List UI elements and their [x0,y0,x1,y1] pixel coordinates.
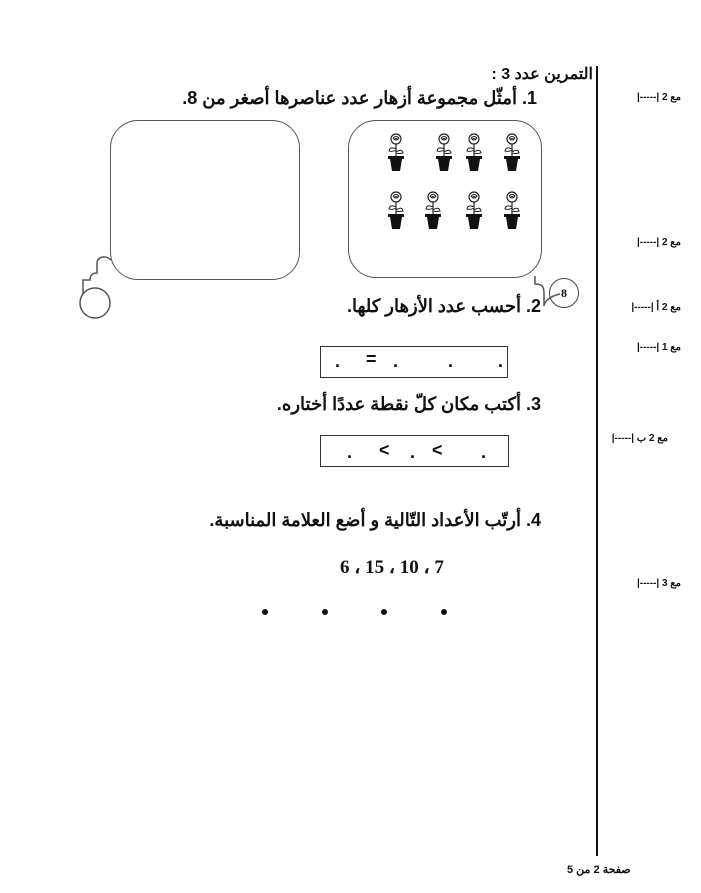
flower-pot-icon [463,133,485,173]
q3-answer-box[interactable] [320,435,509,467]
answer-bubble[interactable] [110,120,300,280]
question-3: 3. أكتب مكان كلّ نقطة عددًا أختاره. [276,394,541,414]
score-note: مع 2 أ |-----| [631,302,681,313]
score-note: مع 3 |-----| [636,578,681,589]
q3-cell[interactable]: . [481,442,487,462]
flower-pot-icon [463,191,485,231]
q4-answer-dot[interactable] [322,609,328,615]
page-number: صفحة 2 من 5 [567,864,631,876]
q2-cell[interactable]: . [498,351,504,371]
q2-cell[interactable]: . [335,351,341,371]
q4-answer-dot[interactable] [441,609,447,615]
q4-answer-dot[interactable] [381,609,387,615]
question-1: 1. أمثّل مجموعة أزهار عدد عناصرها أصغر من 8. [182,88,537,108]
score-note: مع 1 |-----| [636,342,681,353]
flower-pot-icon [501,133,523,173]
exercise-title: التمرين عدد 3 : [491,66,593,83]
bubble-tail [78,250,123,325]
margin-divider [596,66,598,856]
q2-equals: = [366,349,377,369]
flowers-bubble [348,120,542,278]
q3-less-than: < [379,440,390,460]
flower-pot-icon [385,191,407,231]
flower-pot-icon [433,133,455,173]
score-note: مع 2 ب |-----| [611,433,668,444]
question-2: 2. أحسب عدد الأزهار كلها. [346,296,541,316]
question-4: 4. أرتّب الأعداد التّالية و أضع العلامة المناسبة. [209,510,541,530]
q2-cell[interactable]: . [448,351,454,371]
q3-cell[interactable]: . [410,442,416,462]
score-note: مع 2 |-----| [636,237,681,248]
q4-answer-dot[interactable] [262,609,268,615]
q3-cell[interactable]: . [347,442,353,462]
flower-pot-icon [385,133,407,173]
flower-pot-icon [422,191,444,231]
score-note: مع 2 |-----| [636,92,681,103]
q2-answer-box[interactable] [320,346,508,378]
q4-numbers: 7 ، 10 ، 15 ، 6 [340,557,444,578]
flower-pot-icon [501,191,523,231]
q2-cell[interactable]: . [393,351,399,371]
q3-less-than: < [432,440,443,460]
count-circle: 8 [549,278,579,308]
